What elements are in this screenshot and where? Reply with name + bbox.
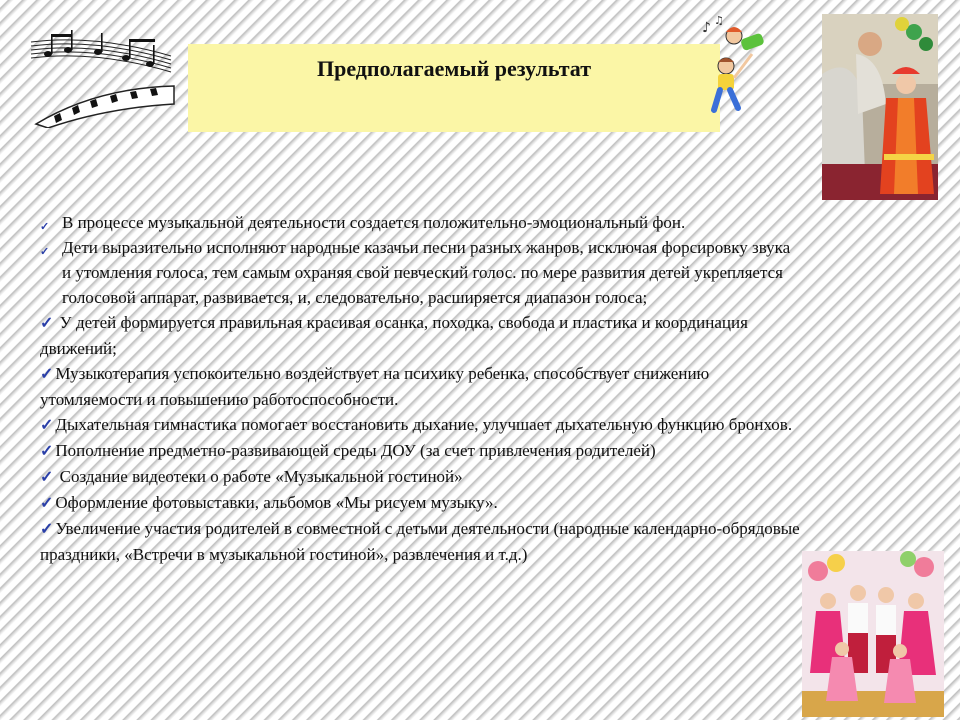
music-notes-piano-icon bbox=[26, 28, 176, 128]
dancing-children-icon bbox=[700, 14, 774, 114]
checkmark-icon: ✓ bbox=[40, 221, 50, 233]
page-title: Предполагаемый результат bbox=[316, 56, 592, 81]
svg-text:♪: ♪ bbox=[702, 20, 711, 36]
list-item: ✓ Пополнение предметно-развивающей среды ДОУ (за счет привлечения родителей) bbox=[40, 441, 656, 460]
list-item: ✓ Создание видеотеки о работе «Музыкальной гостиной» bbox=[40, 467, 463, 486]
checkmark-icon: ✓ bbox=[40, 246, 50, 258]
title-box bbox=[188, 44, 720, 132]
list-item: ✓ Оформление фотовыставки, альбомов «Мы рисуем музыку». bbox=[40, 493, 498, 512]
list-item: ✓ Увеличение участия родителей в совместной с детьми деятельности (народные календарно-обрядовые праздники, «Встречи в музыкальной гостиной», развлечения и т.д.) bbox=[40, 519, 800, 564]
list-item: ✓ Дыхательная гимнастика помогает восстановить дыхание, улучшает дыхательную функцию бронхов. bbox=[40, 415, 793, 434]
content-area bbox=[40, 210, 800, 567]
photo-children-costumes bbox=[802, 551, 944, 717]
checkmark-icon: ✓ bbox=[40, 366, 54, 383]
list-item: ✓ Музыкотерапия успокоительно воздействует на психику ребенка, способствует снижению утомляемости и повышению работоспособности. bbox=[40, 364, 710, 409]
checkmark-icon: ✓ bbox=[40, 469, 54, 486]
checkmark-icon: ✓ bbox=[40, 417, 54, 434]
result-list bbox=[40, 210, 800, 567]
checkmark-icon: ✓ bbox=[40, 315, 54, 332]
list-item: ✓ Дети выразительно исполняют народные казачьи песни разных жанров, исключая форсировку звука и утомления голоса, тем самым охраняя свой певческий голос. по мере развития детей укрепляется голосовой аппарат, развивается, и, следовательно, расширяется диапазон голоса; bbox=[40, 238, 791, 307]
list-item: ✓ В процессе музыкальной деятельности создается положительно-эмоциональный фон. bbox=[40, 210, 800, 235]
svg-text:♫: ♫ bbox=[714, 14, 724, 27]
checkmark-icon: ✓ bbox=[40, 495, 54, 512]
checkmark-icon: ✓ bbox=[40, 521, 54, 538]
list-item: ✓ У детей формируется правильная красивая осанка, походка, свобода и пластика и координация движений; bbox=[40, 313, 748, 358]
checkmark-icon: ✓ bbox=[40, 443, 54, 460]
photo-teacher-child bbox=[822, 14, 938, 200]
